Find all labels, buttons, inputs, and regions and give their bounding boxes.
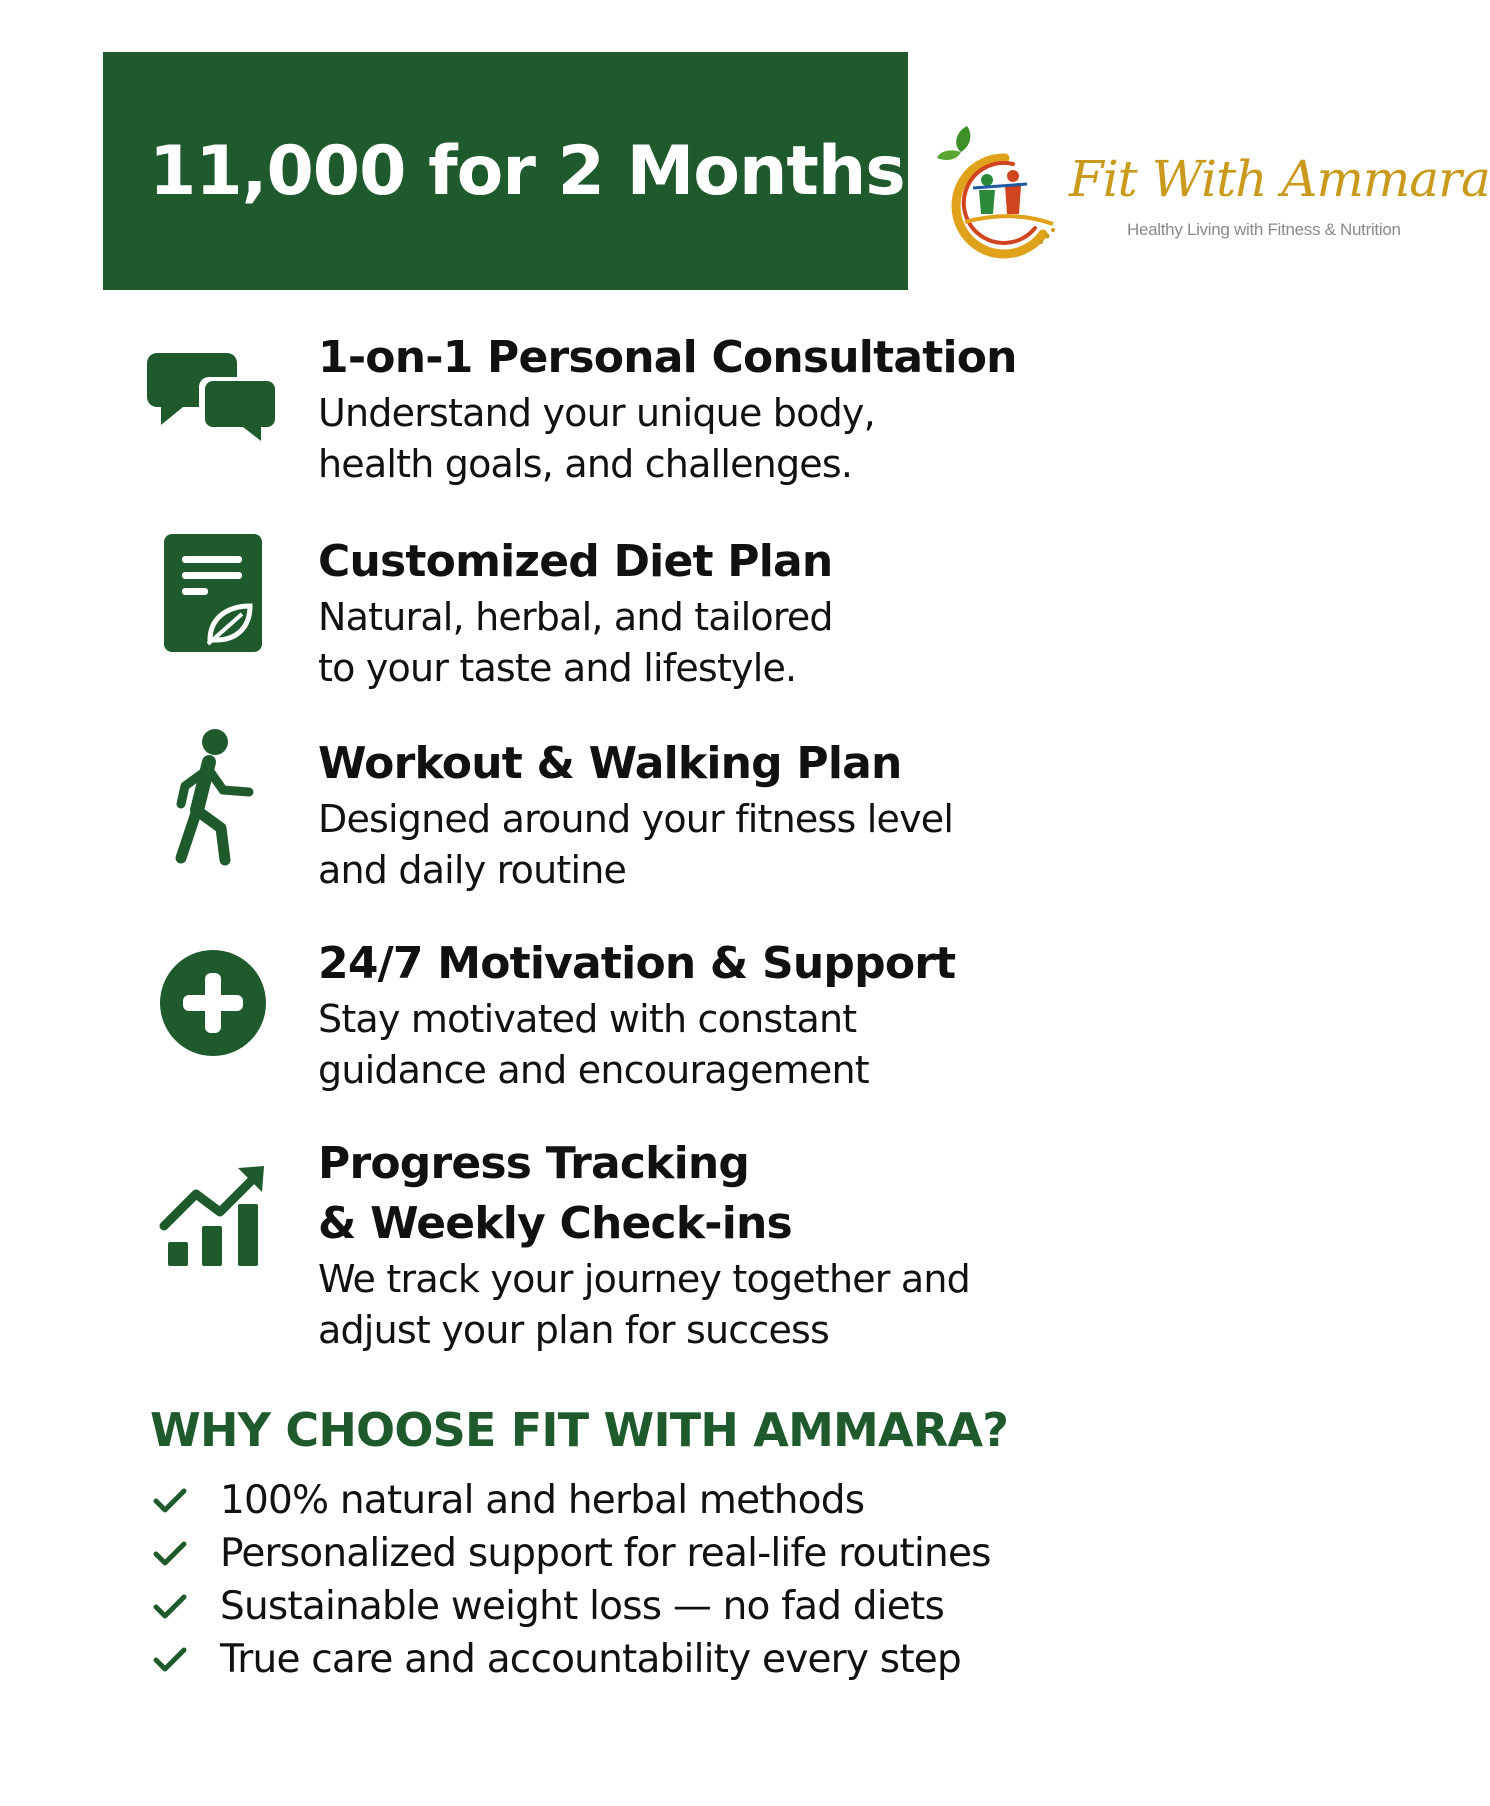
brand-name: Fit With Ammara	[1069, 150, 1490, 208]
why-list	[150, 1474, 991, 1686]
diet-plan-document-icon	[140, 520, 285, 665]
feature-description: Understand your unique body, health goals, and challenges.	[318, 391, 875, 486]
why-item-text: 100% natural and herbal methods	[220, 1478, 865, 1523]
list-item	[150, 1633, 991, 1686]
check-icon	[150, 1534, 190, 1574]
feature-description: Natural, herbal, and tailored to your taste and lifestyle.	[318, 595, 833, 690]
price-text: 11,000 for 2 Months	[149, 131, 905, 211]
brand-logo	[935, 118, 1490, 263]
brand-tagline: Healthy Living with Fitness & Nutrition	[1127, 220, 1401, 239]
feature-title: 24/7 Motivation & Support	[318, 938, 956, 989]
price-banner	[103, 52, 908, 290]
feature-title: Workout & Walking Plan	[318, 738, 902, 789]
feature-description: Designed around your fitness level and daily routine	[318, 797, 954, 892]
feature-description: Stay motivated with constant guidance and encouragement	[318, 997, 869, 1092]
chat-bubbles-icon	[140, 320, 285, 465]
check-icon	[150, 1481, 190, 1521]
why-item-text: Personalized support for real-life routines	[220, 1531, 991, 1576]
fitness-logo-icon	[935, 118, 1065, 263]
why-item-text: True care and accountability every step	[220, 1637, 961, 1682]
feature-title: Customized Diet Plan	[318, 536, 833, 587]
list-item	[150, 1474, 991, 1527]
feature-title-line1: Progress Tracking	[318, 1138, 750, 1189]
feature-title-line2: & Weekly Check-ins	[318, 1198, 792, 1249]
walking-person-icon	[140, 724, 285, 869]
check-icon	[150, 1640, 190, 1680]
list-item	[150, 1580, 991, 1633]
why-heading: WHY CHOOSE FIT WITH AMMARA?	[150, 1403, 1009, 1457]
check-icon	[150, 1587, 190, 1627]
feature-description: We track your journey together and adjust your plan for success	[318, 1257, 970, 1352]
why-item-text: Sustainable weight loss — no fad diets	[220, 1584, 944, 1629]
growth-chart-icon	[140, 1142, 285, 1287]
list-item	[150, 1527, 991, 1580]
feature-title: 1-on-1 Personal Consultation	[318, 332, 1017, 383]
plus-circle-icon	[140, 930, 285, 1075]
